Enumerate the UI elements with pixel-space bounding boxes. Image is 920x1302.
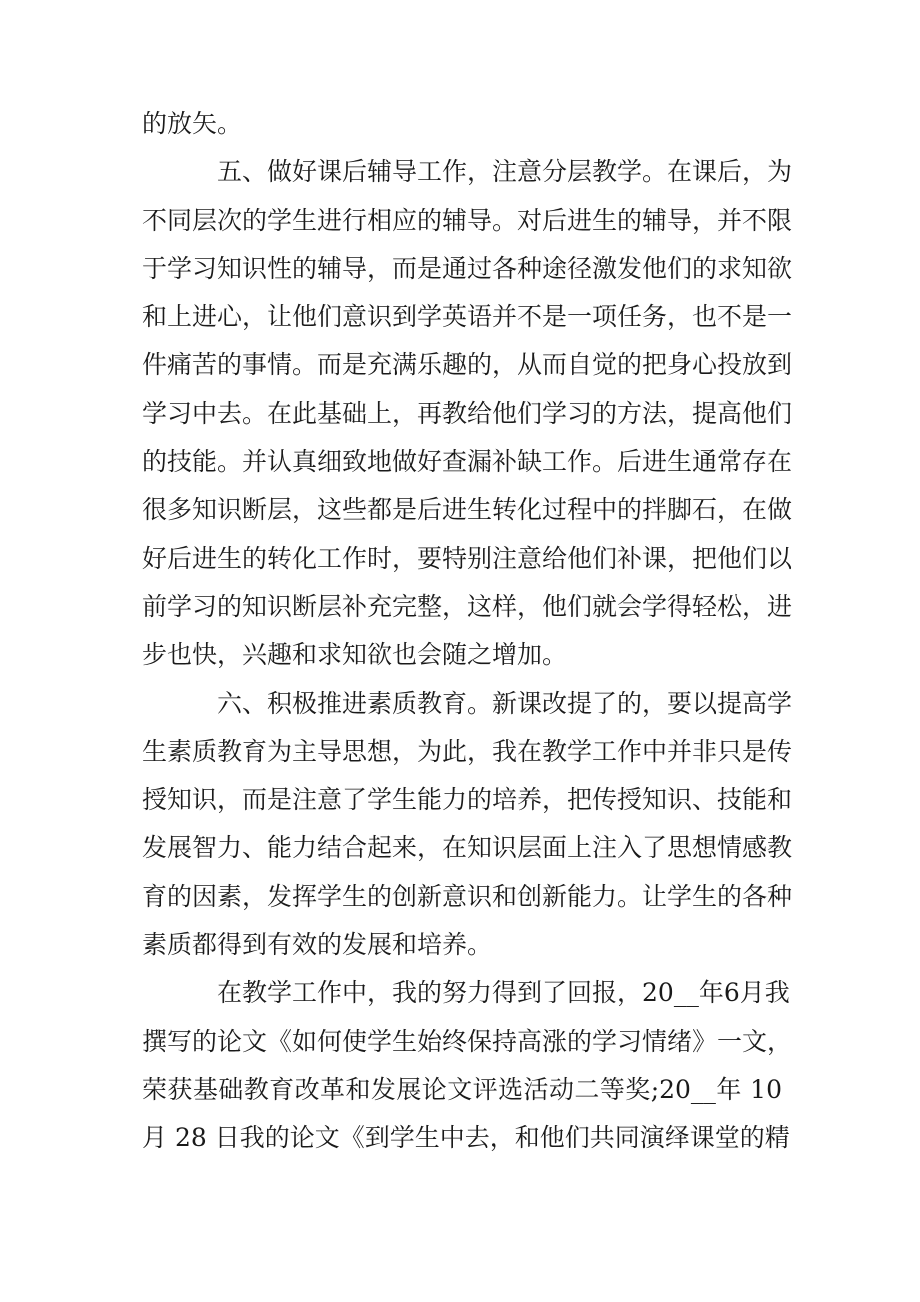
- text-line: 荣获基础教育改革和发展论文评选活动二等奖;20__年 10: [142, 1074, 782, 1104]
- text-line: 发展智力、能力结合起来，在知识层面上注入了思想情感教: [142, 833, 793, 863]
- text-line: 的放矢。: [142, 109, 243, 138]
- text-line: 步也快，兴趣和求知欲也会随之增加。: [142, 640, 568, 670]
- text-line: 不同层次的学生进行相应的辅导。对后进生的辅导，并不限: [142, 205, 793, 235]
- text-line: 和上进心，让他们意识到学英语并不是一项任务，也不是一: [142, 302, 793, 332]
- text-line: 素质都得到有效的发展和培养。: [142, 930, 493, 960]
- text-line: 授知识，而是注意了学生能力的培养，把传授知识、技能和: [142, 785, 793, 815]
- text-line: 撰写的论文《如何使学生始终保持高涨的学习情绪》一文，: [142, 1026, 793, 1056]
- text-line: 好后进生的转化工作时，要特别注意给他们补课，把他们以: [142, 543, 793, 573]
- text-line: 五、做好课后辅导工作，注意分层教学。在课后，为: [217, 157, 793, 187]
- text-line: 很多知识断层，这些都是后进生转化过程中的拌脚石，在做: [142, 495, 793, 525]
- text-line: 的技能。并认真细致地做好查漏补缺工作。后进生通常存在: [142, 447, 793, 477]
- text-line: 生素质教育为主导思想，为此，我在教学工作中并非只是传: [142, 736, 793, 766]
- text-line: 育的因素，发挥学生的创新意识和创新能力。让学生的各种: [142, 881, 793, 911]
- document-body: [142, 100, 793, 1163]
- text-line: 六、积极推进素质教育。新课改提了的，要以提高学: [217, 688, 793, 718]
- text-line: 前学习的知识断层补充完整，这样，他们就会学得轻松，进: [142, 591, 793, 621]
- text-line: 学习中去。在此基础上，再教给他们学习的方法，提高他们: [142, 398, 793, 428]
- text-line: 月 28 日我的论文《到学生中去，和他们共同演绎课堂的精: [142, 1123, 790, 1153]
- text-line: 件痛苦的事情。而是充满乐趣的，从而自觉的把身心投放到: [142, 350, 793, 380]
- text-line: 于学习知识性的辅导，而是通过各种途径激发他们的求知欲: [142, 253, 793, 283]
- text-line: 在教学工作中，我的努力得到了回报，20__年6月我: [217, 978, 790, 1008]
